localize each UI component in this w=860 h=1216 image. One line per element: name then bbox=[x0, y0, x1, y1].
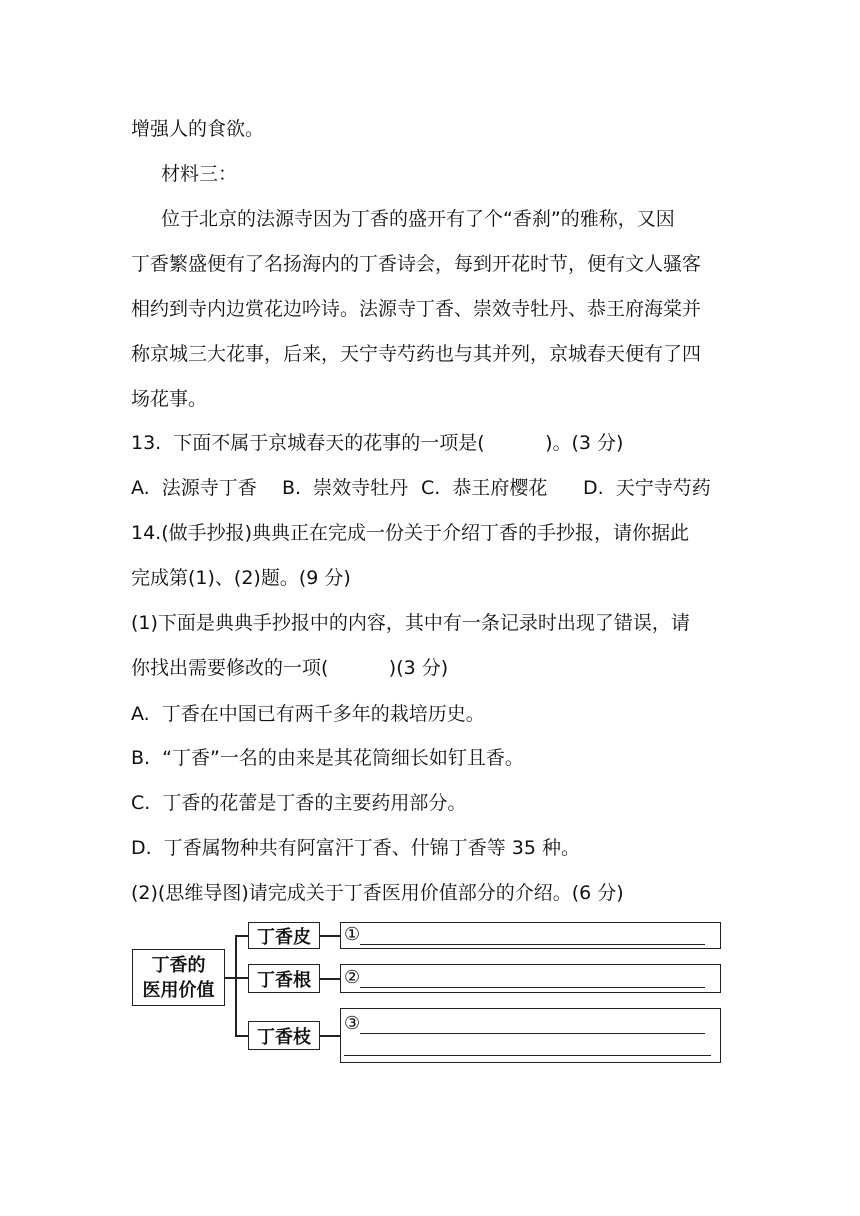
q14-1-option-d: D. 丁香属物种共有阿富汗丁香、什锦丁香等 35 种。 bbox=[131, 837, 581, 859]
mindmap-branch-zhi: 丁香枝 bbox=[248, 1021, 320, 1050]
marker-1: ① bbox=[344, 924, 361, 945]
mindmap-root-line2: 医用价值 bbox=[142, 979, 215, 1001]
mindmap-branch-pi: 丁香皮 bbox=[248, 922, 320, 949]
q14-1-option-b: B. “丁香”一名的由来是其花筒细长如钉且香。 bbox=[131, 747, 524, 769]
q13-option-c: C. 恭王府樱花 bbox=[421, 477, 548, 499]
marker-3: ③ bbox=[344, 1013, 361, 1034]
paragraph-line: 丁香繁盛便有了名扬海内的丁香诗会，每到开花时节，便有文人骚客 bbox=[131, 253, 702, 275]
q13-option-a: A. 法源寺丁香 bbox=[131, 477, 257, 499]
mindmap-root-line1: 丁香的 bbox=[151, 954, 206, 976]
question-14-line: 完成第(1)、(2)题。(9 分) bbox=[131, 567, 351, 589]
q14-1-option-c: C. 丁香的花蕾是丁香的主要药用部分。 bbox=[131, 792, 467, 814]
question-14-line: 14.(做手抄报)典典正在完成一份关于介绍丁香的手抄报，请你据此 bbox=[131, 522, 690, 544]
answer-line[interactable] bbox=[360, 973, 705, 988]
text-line: 增强人的食欲。 bbox=[131, 118, 265, 140]
paragraph-line: 相约到寺内边赏花边吟诗。法源寺丁香、崇效寺牡丹、恭王府海棠并 bbox=[131, 298, 702, 320]
question-13: 13. 下面不属于京城春天的花事的一项是( )。(3 分) bbox=[131, 432, 624, 454]
paragraph-line: 称京城三大花事，后来，天宁寺芍药也与其并列，京城春天便有了四 bbox=[131, 343, 702, 365]
answer-row-2 bbox=[344, 967, 705, 988]
answer-row-1 bbox=[344, 924, 705, 945]
mindmap-root bbox=[132, 949, 225, 1006]
question-14-2: (2)(思维导图)请完成关于丁香医用价值部分的介绍。(6 分) bbox=[131, 882, 624, 904]
answer-line[interactable] bbox=[360, 930, 705, 945]
connector bbox=[235, 1035, 249, 1037]
marker-2: ② bbox=[344, 967, 361, 988]
q13-option-b: B. 崇效寺牡丹 bbox=[282, 477, 409, 499]
material-heading: 材料三： bbox=[161, 163, 238, 185]
connector bbox=[320, 935, 341, 937]
paragraph-line: 场花事。 bbox=[131, 388, 208, 410]
answer-line[interactable] bbox=[344, 1041, 711, 1056]
answer-row-3 bbox=[344, 1013, 705, 1034]
question-14-1-line: (1)下面是典典手抄报中的内容，其中有一条记录时出现了错误，请 bbox=[131, 612, 690, 634]
connector bbox=[235, 977, 249, 979]
q14-1-option-a: A. 丁香在中国已有两千多年的栽培历史。 bbox=[131, 703, 485, 725]
paragraph-line: 位于北京的法源寺因为丁香的盛开有了个“香刹”的雅称，又因 bbox=[161, 208, 675, 230]
connector bbox=[235, 935, 249, 937]
connector bbox=[320, 1035, 341, 1037]
question-14-1-line: 你找出需要修改的一项( )(3 分) bbox=[131, 657, 449, 679]
q13-option-d: D. 天宁寺芍药 bbox=[583, 477, 711, 499]
connector bbox=[235, 935, 237, 1035]
mindmap-branch-gen: 丁香根 bbox=[248, 964, 320, 993]
connector bbox=[320, 978, 341, 980]
answer-line[interactable] bbox=[360, 1019, 705, 1034]
